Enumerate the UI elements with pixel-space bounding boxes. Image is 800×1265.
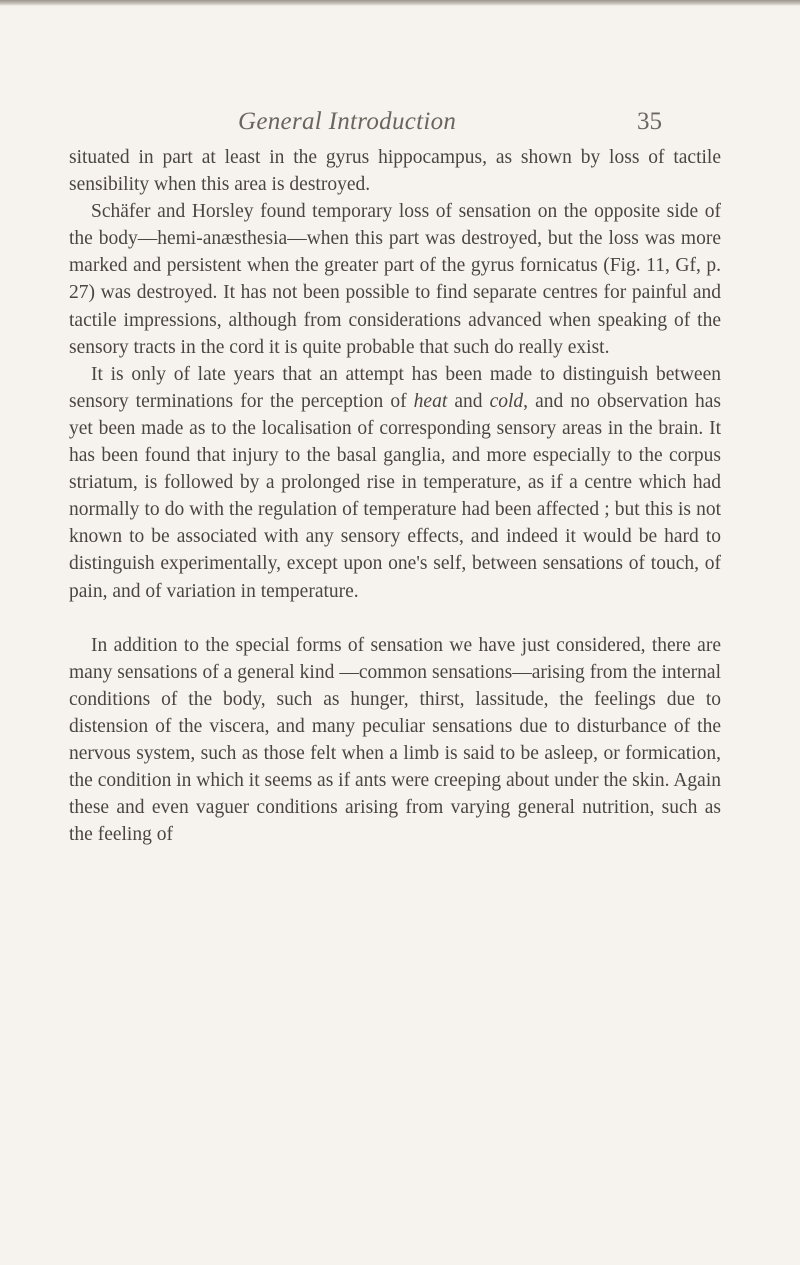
paragraph-heat-cold — [69, 361, 721, 605]
paragraph-text-segment: and — [447, 390, 490, 412]
italic-term-cold: cold — [489, 390, 524, 412]
italic-term-heat: heat — [413, 390, 448, 412]
running-title: General Introduction — [238, 108, 457, 135]
page-top-edge — [0, 0, 800, 6]
paragraph-text-segment: It is only of late years that an attempt has been made to distinguish between sensory terminations for the perception of — [69, 363, 721, 412]
page-number: 35 — [637, 108, 662, 135]
body-text — [69, 144, 721, 848]
paragraph-continuation: situated in part at least in the gyrus hippocampus, as shown by loss of tactile sensibility when this area is destroyed. — [69, 147, 721, 196]
paragraph-schafer-horsley: Schäfer and Horsley found temporary loss of sensation on the opposite side of the body—hemi-anæsthesia—when this part was destroyed, but the loss was more marked and persistent when the greater part of the gyrus fornicatus (Fig. 11, Gf, p. 27) was destroyed. It has not been possible to find separate centres for painful and tactile impressions, although from considerations advanced when speaking of the sensory tracts in the cord it is quite probable that such do really exist. — [69, 201, 721, 358]
page-header — [0, 100, 800, 140]
paragraph-common-sensations: In addition to the special forms of sensation we have just considered, there are many sensations of a general kind —common sensations—arising from the internal conditions of the body, such as hunger, thirst, lassitude, the feelings due to distension of the viscera, and many peculiar sensations due to disturbance of the nervous system, such as those felt when a limb is said to be asleep, or formication, the condition in which it seems as if ants were creeping about under the skin. Again these and even vaguer conditions arising from varying general nutrition, such as the feeling of — [69, 634, 722, 846]
paragraph-text-segment: , and no observation has yet been made as to the localisation of corresponding sensory areas in the brain. It has been found that injury to the basal ganglia, and more especially to the corpus striatum, is followed by a prolonged rise in temperature, as if a centre which had normally to do with the regulation of temperature had been affected ; but this is not known to be associated with any sensory effects, and indeed it would be hard to distinguish experimentally, except upon one's self, between sensations of touch, of pain, and of variation in temperature. — [69, 390, 721, 602]
